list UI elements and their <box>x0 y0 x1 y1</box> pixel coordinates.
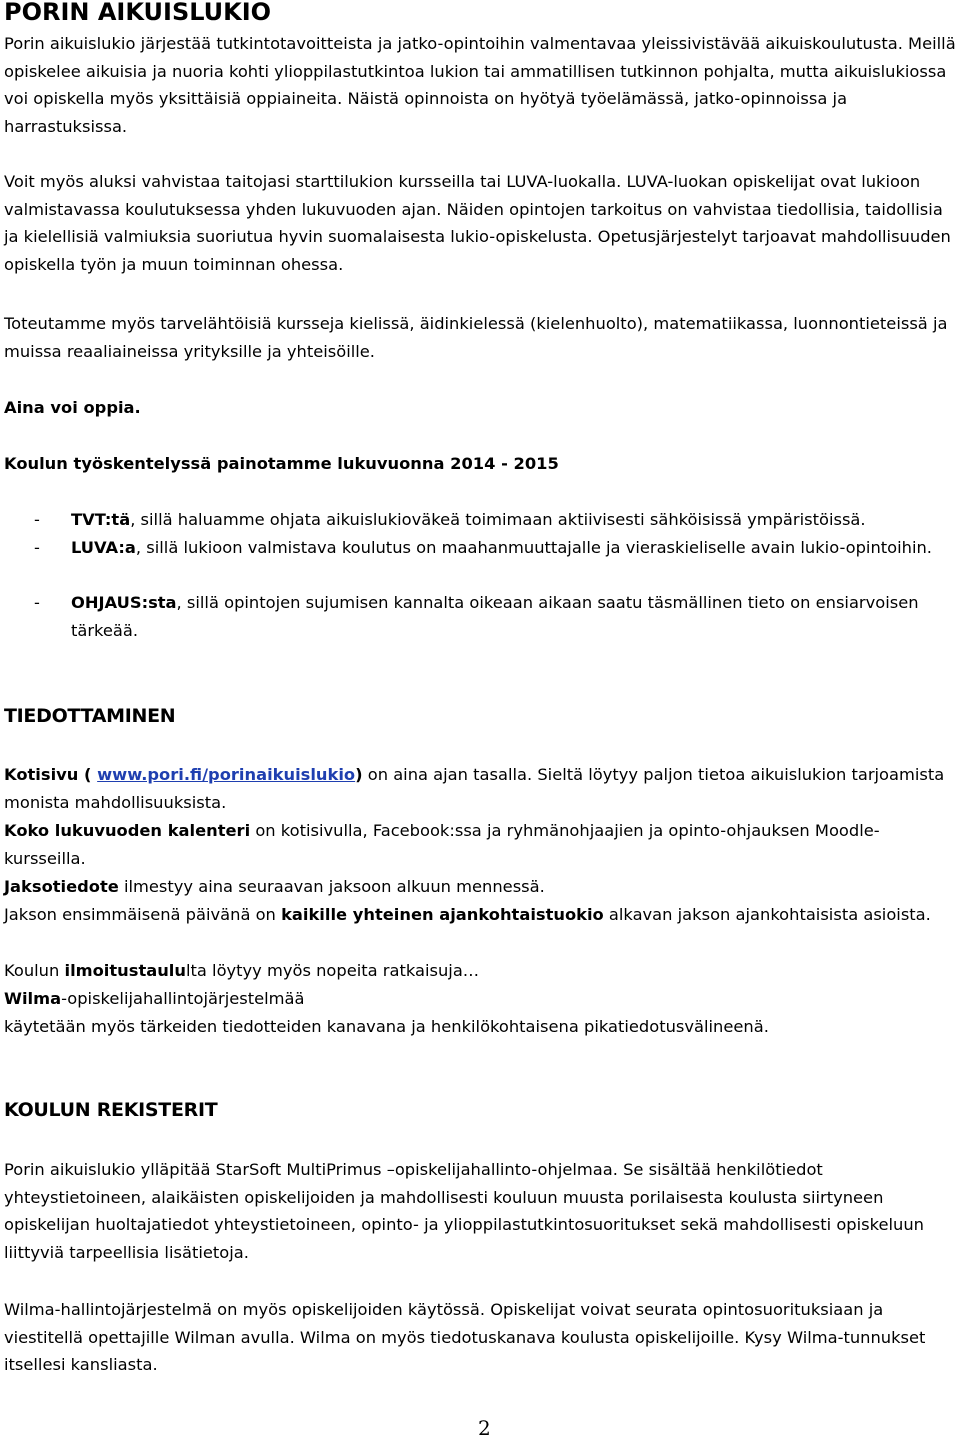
homepage-label: Kotisivu ( <box>4 765 98 784</box>
page-title: PORIN AIKUISLUKIO <box>4 0 272 26</box>
list-dash: - <box>34 593 40 612</box>
tuokio-lead: Jakson ensimmäisenä päivänä on <box>4 905 282 924</box>
list-dash: - <box>34 538 40 557</box>
homepage-link[interactable]: www.pori.fi/porinaikuislukio <box>97 765 356 784</box>
motto: Aina voi oppia. <box>4 398 141 417</box>
info-ajankohtaistuokio <box>4 901 956 929</box>
info-wilma <box>4 985 956 1013</box>
focus-term: OHJAUS:sta <box>71 593 177 612</box>
page-number: 2 <box>478 1416 491 1440</box>
tuokio-desc: alkavan jakson ajankohtaisista asioista. <box>603 905 931 924</box>
calendar-label: Koko lukuvuoden kalenteri <box>4 821 251 840</box>
info-jaksotiedote <box>4 873 956 901</box>
ilmoitustaulu-lead: Koulun <box>4 961 65 980</box>
focus-heading: Koulun työskentelyssä painotamme lukuvuonna 2014 - 2015 <box>4 454 559 473</box>
info-homepage <box>4 761 956 816</box>
focus-desc: , sillä haluamme ohjata aikuislukioväkeä toimimaan aktiivisesti sähköisissä ympäristöissä. <box>130 510 866 529</box>
registry-paragraph-2: Wilma-hallintojärjestelmä on myös opiskelijoiden käytössä. Opiskelijat voivat seurata opintosuorituksiaan ja viestitellä opettajille Wilman avulla. Wilma on myös tiedotuskanava koulusta opiskelijoille. Kysy Wilma-tunnukset itsellesi kansliasta. <box>4 1300 926 1375</box>
focus-desc: , sillä lukioon valmistava koulutus on maahanmuuttajalle ja vieraskieliselle avain lukio-opintoihin. <box>135 538 932 557</box>
info-wilma-usage: käytetään myös tärkeiden tiedotteiden kanavana ja henkilökohtaisena pikatiedotusvälineenä. <box>4 1017 769 1036</box>
homepage-desc: on aina ajan tasalla. Sieltä löytyy paljon tietoa aikuislukion tarjoamista monista mahdollisuuksista. <box>4 765 945 812</box>
ilmoitustaulu-label: ilmoitustaulu <box>64 961 186 980</box>
registry-paragraph-1: Porin aikuislukio ylläpitää StarSoft MultiPrimus –opiskelijahallinto-ohjelmaa. Se sisältää henkilötiedot yhteystietoineen, alaikäisten opiskelijoiden ja mahdollisesti kouluun muusta porilaisesta koulusta siirtyneen opiskelijan huoltajatiedot yhteystietoineen, opinto- ja ylioppilastutkintosuoritukset sekä mahdollisesti opiskeluun liittyviä tarpeellisia lisätietoja. <box>4 1160 924 1262</box>
list-item-text <box>71 534 960 562</box>
focus-term: LUVA:a <box>71 538 136 557</box>
focus-desc: , sillä opintojen sujumisen kannalta oikeaan aikaan saatu täsmällinen tieto on ensiarvoisen tärkeää. <box>71 593 919 640</box>
ilmoitustaulu-desc: lta löytyy myös nopeita ratkaisuja… <box>185 961 480 980</box>
jaksotiedote-desc: ilmestyy aina seuraavan jaksoon alkuun mennessä. <box>118 877 545 896</box>
wilma-label: Wilma <box>4 989 62 1008</box>
wilma-desc: -opiskelijahallintojärjestelmää <box>61 989 305 1008</box>
tuokio-label: kaikille yhteinen ajankohtaistuokio <box>281 905 604 924</box>
section-heading-tiedottaminen: TIEDOTTAMINEN <box>4 705 176 727</box>
list-item-text <box>71 589 960 644</box>
info-ilmoitustaulu <box>4 957 956 985</box>
list-dash: - <box>34 510 40 529</box>
intro-paragraph-2: Voit myös aluksi vahvistaa taitojasi starttilukion kursseilla tai LUVA-luokalla. LUVA-luokan opiskelijat ovat lukioon valmistavassa koulutuksessa yhden lukuvuoden ajan. Näiden opintojen tarkoitus on vahvistaa tiedollisia, taidollisia ja kielellisiä valmiuksia suoriutua hyvin suomalaisesta lukio-opiskelusta. Opetusjärjestelyt tarjoavat mahdollisuuden opiskella työn ja muun toiminnan ohessa. <box>4 172 951 274</box>
homepage-label-close: ) <box>355 765 363 784</box>
list-item-text <box>71 506 960 534</box>
jaksotiedote-label: Jaksotiedote <box>4 877 119 896</box>
focus-term: TVT:tä <box>71 510 131 529</box>
intro-paragraph-3: Toteutamme myös tarvelähtöisiä kursseja kielissä, äidinkielessä (kielenhuolto), matematiikassa, luonnontieteissä ja muissa reaaliaineissa yrityksille ja yhteisöille. <box>4 314 948 361</box>
intro-paragraph-1: Porin aikuislukio järjestää tutkintotavoitteista ja jatko-opintoihin valmentavaa yleissivistävää aikuiskoulutusta. Meillä opiskelee aikuisia ja nuoria kohti ylioppilastutkintoa lukion tai ammatillisen tutkinnon pohjalta, mutta aikuislukiossa voi opiskella myös yksittäisiä oppiaineita. Näistä opinnoista on hyötyä työelämässä, jatko-opinnoissa ja harrastuksissa. <box>4 34 956 136</box>
section-heading-rekisterit: KOULUN REKISTERIT <box>4 1099 218 1121</box>
calendar-desc: on kotisivulla, Facebook:ssa ja ryhmänohjaajien ja opinto-ohjauksen Moodle-kursseilla. <box>4 821 880 868</box>
info-calendar <box>4 817 956 872</box>
